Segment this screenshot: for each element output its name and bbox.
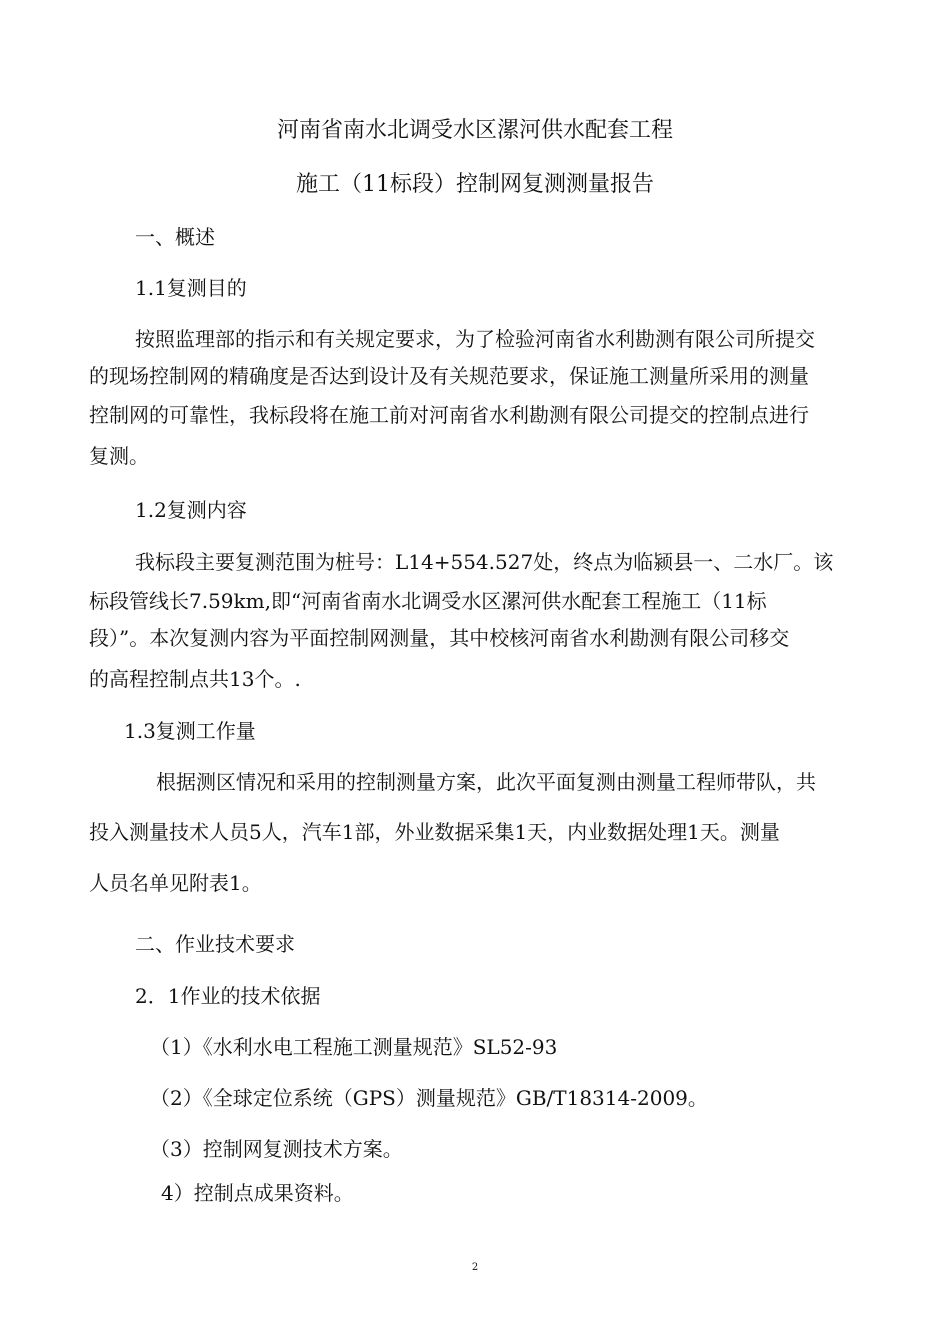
subsection-1-1-heading: 1.1复测目的 bbox=[135, 276, 247, 300]
subsection-1-3-heading: 1.3复测工作量 bbox=[124, 719, 256, 743]
reference-item: （2）《全球定位系统（GPS）测量规范》GB/T18314-2009。 bbox=[150, 1086, 708, 1110]
paragraph-line: 我标段主要复测范围为桩号：L14+554.527处，终点为临颍县一、二水厂。该 bbox=[135, 550, 834, 574]
subsection-1-2-heading: 1.2复测内容 bbox=[135, 498, 247, 522]
paragraph-line: 根据测区情况和采用的控制测量方案，此次平面复测由测量工程师带队，共 bbox=[156, 770, 816, 794]
paragraph-line: 投入测量技术人员5人，汽车1部，外业数据采集1天，内业数据处理1天。测量 bbox=[89, 820, 780, 844]
paragraph-line: 的现场控制网的精确度是否达到设计及有关规范要求，保证施工测量所采用的测量 bbox=[89, 364, 809, 388]
page-number: 2 bbox=[471, 1262, 479, 1273]
paragraph-line: 的高程控制点共13个。. bbox=[89, 667, 301, 691]
subsection-2-1-heading: 2．1作业的技术依据 bbox=[135, 984, 321, 1008]
paragraph-line: 人员名单见附表1。 bbox=[89, 871, 262, 895]
reference-item: 4）控制点成果资料。 bbox=[161, 1181, 354, 1205]
paragraph-line: 复测。 bbox=[89, 444, 149, 468]
title-line-2: 施工（11标段）控制网复测测量报告 bbox=[296, 172, 654, 197]
paragraph-line: 段）”。本次复测内容为平面控制网测量，其中校核河南省水利勘测有限公司移交 bbox=[89, 626, 790, 650]
reference-item: （1）《水利水电工程施工测量规范》SL52-93 bbox=[150, 1035, 558, 1059]
title-line-1: 河南省南水北调受水区漯河供水配套工程 bbox=[276, 118, 673, 143]
paragraph-line: 控制网的可靠性，我标段将在施工前对河南省水利勘测有限公司提交的控制点进行 bbox=[89, 403, 809, 427]
section-1-heading: 一、概述 bbox=[135, 225, 215, 249]
section-2-heading: 二、作业技术要求 bbox=[135, 932, 295, 956]
paragraph-line: 标段管线长7.59km,即“河南省南水北调受水区漯河供水配套工程施工（11标 bbox=[89, 589, 767, 613]
paragraph-line: 按照监理部的指示和有关规定要求，为了检验河南省水利勘测有限公司所提交 bbox=[135, 327, 815, 351]
reference-item: （3）控制网复测技术方案。 bbox=[150, 1137, 403, 1161]
